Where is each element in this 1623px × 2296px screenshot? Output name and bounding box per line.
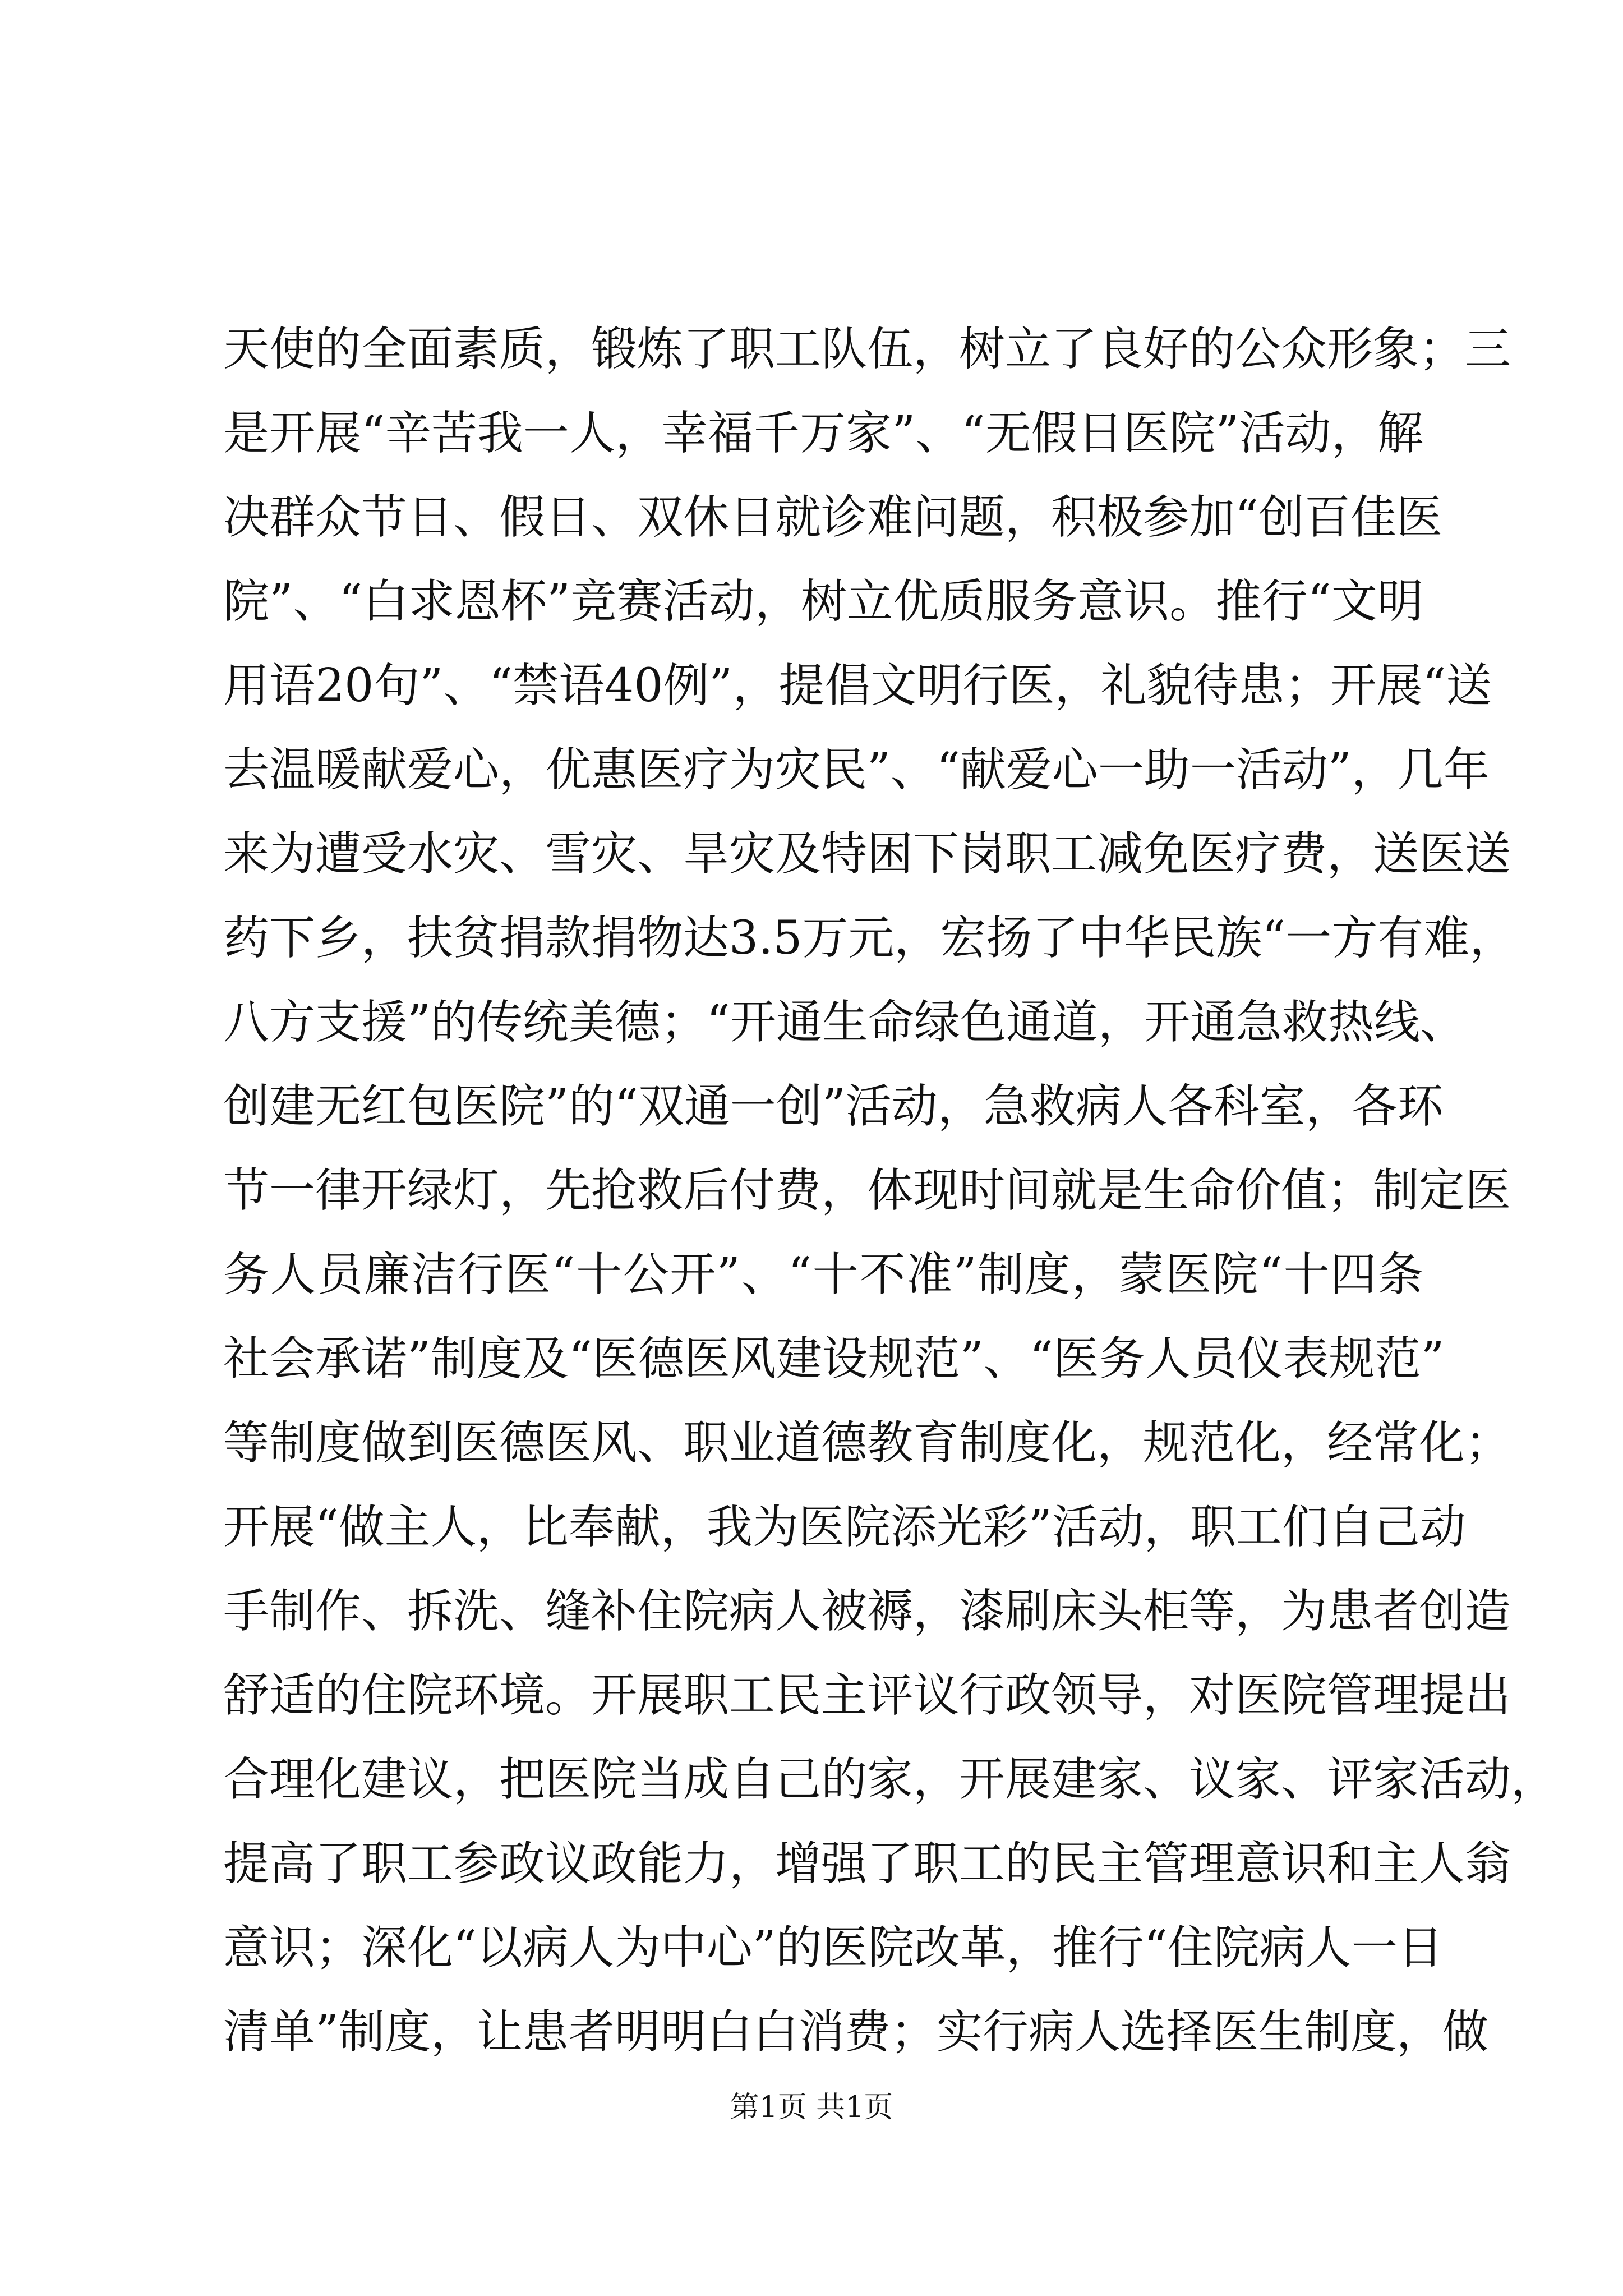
text-line: 天使的全面素质，锻炼了职工队伍，树立了良好的公众形象；三: [223, 323, 1511, 376]
text-line: 开展“做主人，比奉献，我为医院添光彩”活动，职工们自己动: [223, 1501, 1466, 1554]
text-line: 决群众节日、假日、双休日就诊难问题，积极参加“创百佳医: [223, 491, 1442, 544]
text-line: 清单”制度，让患者明明白白消费；实行病人选择医生制度，做: [223, 2005, 1488, 2059]
text-line: 八方支援”的传统美德；“开通生命绿色通道，开通急救热线、: [223, 996, 1466, 1049]
page-footer: 第1页 共1页: [730, 2091, 893, 2124]
text-line: 舒适的住院环境。开展职工民主评议行政领导，对医院管理提出: [223, 1669, 1511, 1722]
text-line: 用语20句”、“禁语40例”，提倡文明行医，礼貌待患；开展“送: [223, 659, 1492, 712]
text-line: 院”、“白求恩杯”竞赛活动，树立优质服务意识。推行“文明: [223, 575, 1423, 628]
text-line: 合理化建议，把医院当成自己的家，开展建家、议家、评家活动，: [223, 1753, 1557, 1806]
body-text: [223, 307, 1557, 2074]
text-line: 去温暖献爱心，优惠医疗为灾民”、“献爱心一助一活动”，几年: [223, 743, 1490, 797]
text-line: 提高了职工参政议政能力，增强了职工的民主管理意识和主人翁: [223, 1837, 1511, 1890]
text-line: 社会承诺”制度及“医德医风建设规范”、“医务人员仪表规范”: [223, 1332, 1445, 1386]
text-line: 务人员廉洁行医“十公开”、“十不准”制度，蒙医院“十四条: [223, 1248, 1423, 1301]
text-line: 药下乡，扶贫捐款捐物达3.5万元，宏扬了中华民族“一方有难，: [223, 912, 1516, 965]
text-line: 等制度做到医德医风、职业道德教育制度化，规范化，经常化；: [223, 1416, 1511, 1470]
text-line: 手制作、拆洗、缝补住院病人被褥，漆刷床头柜等，为患者创造: [223, 1585, 1511, 1638]
text-line: 节一律开绿灯，先抢救后付费，体现时间就是生命价值；制定医: [223, 1164, 1511, 1217]
text-line: 来为遭受水灾、雪灾、旱灾及特困下岗职工减免医疗费，送医送: [223, 827, 1511, 881]
text-line: 是开展“辛苦我一人，幸福千万家”、“无假日医院”活动，解: [223, 407, 1423, 460]
text-line: 意识；深化“以病人为中心”的医院改革，推行“住院病人一日: [223, 1921, 1444, 1975]
text-line: 创建无红包医院”的“双通一创”活动，急救病人各科室，各环: [223, 1080, 1444, 1133]
